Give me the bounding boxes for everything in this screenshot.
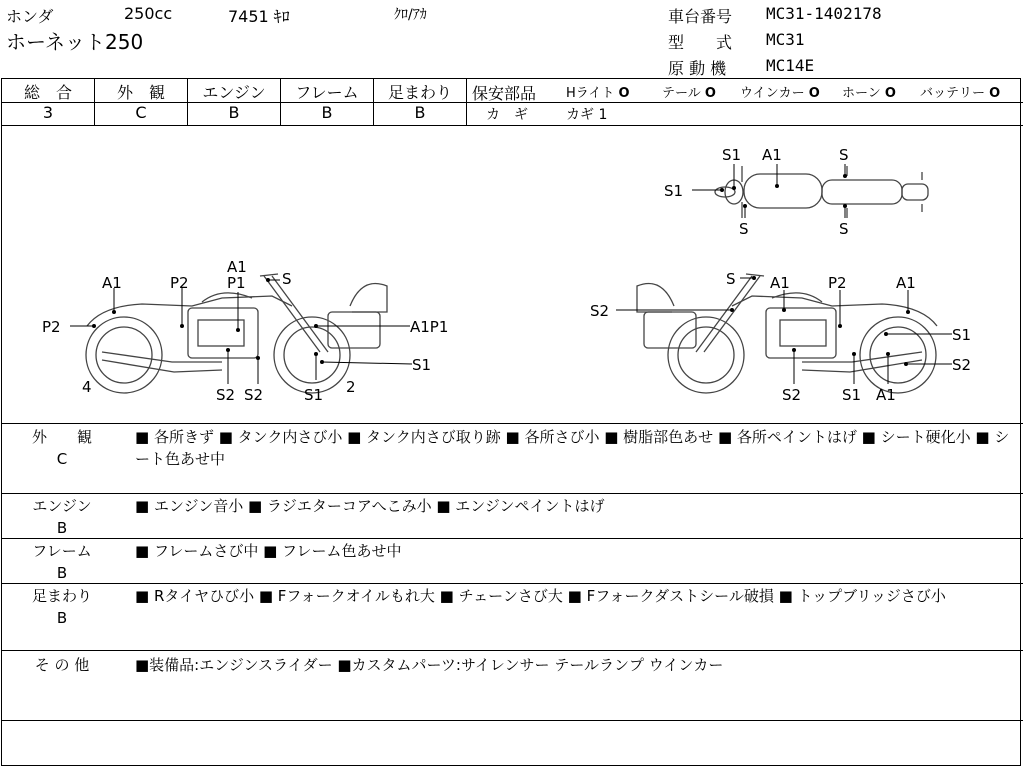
engine-value: MC14E	[766, 56, 815, 75]
overall-label: 総 合	[23, 83, 72, 102]
safety-item-headlight: Hライト O	[566, 86, 630, 101]
damage-label: S1	[722, 146, 742, 164]
engine-grade: B	[228, 103, 240, 122]
damage-label: A1	[762, 146, 782, 164]
damage-label: S	[726, 270, 736, 288]
divider	[1, 583, 1023, 584]
maker: ホンダ	[6, 7, 54, 26]
damage-label: S2	[952, 356, 972, 374]
key-value: カギ 1	[566, 107, 608, 123]
other-section-label: そ の 他	[34, 656, 90, 674]
check-mark-icon: O	[808, 86, 820, 101]
frame-no-label: 車台番号	[668, 7, 733, 26]
check-mark-icon: O	[989, 86, 1001, 101]
type-value: MC31	[766, 30, 805, 49]
damage-label: A1P1	[410, 318, 449, 336]
damage-label: S	[839, 146, 849, 164]
damage-label: S2	[782, 386, 802, 404]
damage-diagram	[2, 126, 1022, 422]
key-label: カ ギ	[486, 107, 528, 123]
safety-label: 保安部品	[472, 84, 537, 103]
damage-label: P2	[170, 274, 189, 292]
check-mark-icon: O	[618, 86, 630, 101]
suspension-grade-label: 足まわり	[387, 83, 452, 102]
damage-label: A1	[227, 258, 247, 276]
safety-item-winker: ウインカー O	[740, 86, 820, 101]
model-name: ホーネット250	[6, 30, 144, 54]
damage-label: 4	[82, 378, 92, 396]
damage-label: S	[839, 220, 849, 238]
damage-label: S1	[664, 182, 684, 200]
check-mark-icon: O	[704, 86, 716, 101]
damage-label: S2	[244, 386, 264, 404]
divider	[1, 493, 1023, 494]
engine-remarks: ■ エンジン音小 ■ ラジエターコアへこみ小 ■ エンジンペイントはげ	[135, 497, 605, 515]
safety-item-tail: テール O	[662, 86, 716, 101]
engine-section-label: エンジン B	[32, 497, 92, 537]
color: ｸﾛ/ｱｶ	[394, 7, 427, 23]
safety-item-battery: バッテリー O	[920, 86, 1001, 101]
damage-label: A1	[876, 386, 896, 404]
frame-no: MC31-1402178	[766, 4, 882, 23]
mileage: 7451 ｷﾛ	[228, 7, 290, 26]
damage-label: 2	[346, 378, 356, 396]
frame-section-label: フレーム B	[32, 542, 92, 582]
damage-label: A1	[896, 274, 916, 292]
exterior-section-label: 外 観 C	[31, 428, 92, 468]
damage-label: S2	[216, 386, 236, 404]
safety-item-horn: ホーン O	[842, 86, 896, 101]
exterior-remarks: ■ 各所きず ■ タンク内さび小 ■ タンク内さび取り跡 ■ 各所さび小 ■ 樹脂部色あせ ■ 各所ペイントはげ ■ シート硬化小 ■ シート色あせ中	[135, 428, 1010, 468]
damage-label: P2	[828, 274, 847, 292]
suspension-section-label: 足まわり B	[31, 587, 92, 627]
exterior-label: 外 観	[116, 83, 165, 102]
damage-label: A1	[102, 274, 122, 292]
overall-grade: 3	[42, 103, 54, 122]
damage-label: S1	[952, 326, 972, 344]
type-label: 型 式	[668, 33, 733, 52]
top-view-bike	[715, 166, 928, 218]
damage-label: S	[739, 220, 749, 238]
other-remarks: ■装備品:エンジンスライダー ■カスタムパーツ:サイレンサー テールランプ ウインカー	[135, 656, 724, 674]
engine-label: 原 動 機	[668, 59, 727, 78]
damage-label: A1	[770, 274, 790, 292]
damage-label: S1	[842, 386, 862, 404]
frame-remarks: ■ フレームさび中 ■ フレーム色あせ中	[135, 542, 402, 560]
divider	[1, 538, 1023, 539]
damage-label: S1	[304, 386, 324, 404]
displacement: 250cc	[124, 4, 173, 23]
suspension-remarks: ■ Rタイヤひび小 ■ Fフォークオイルもれ大 ■ チェーンさび大 ■ Fフォークダストシール破損 ■ トップブリッジさび小	[135, 587, 946, 605]
frame-grade-label: フレーム	[295, 83, 359, 102]
damage-label: S	[282, 270, 292, 288]
divider	[1, 720, 1023, 721]
divider	[1, 650, 1023, 651]
damage-label: S2	[590, 302, 610, 320]
damage-label: P1	[227, 274, 246, 292]
suspension-grade: B	[414, 103, 426, 122]
frame-grade: B	[321, 103, 333, 122]
damage-label: S1	[412, 356, 432, 374]
divider	[466, 79, 467, 125]
check-mark-icon: O	[884, 86, 896, 101]
engine-grade-label: エンジン	[202, 83, 266, 102]
exterior-grade: C	[135, 103, 147, 122]
damage-label: P2	[42, 318, 61, 336]
divider	[1, 423, 1023, 424]
